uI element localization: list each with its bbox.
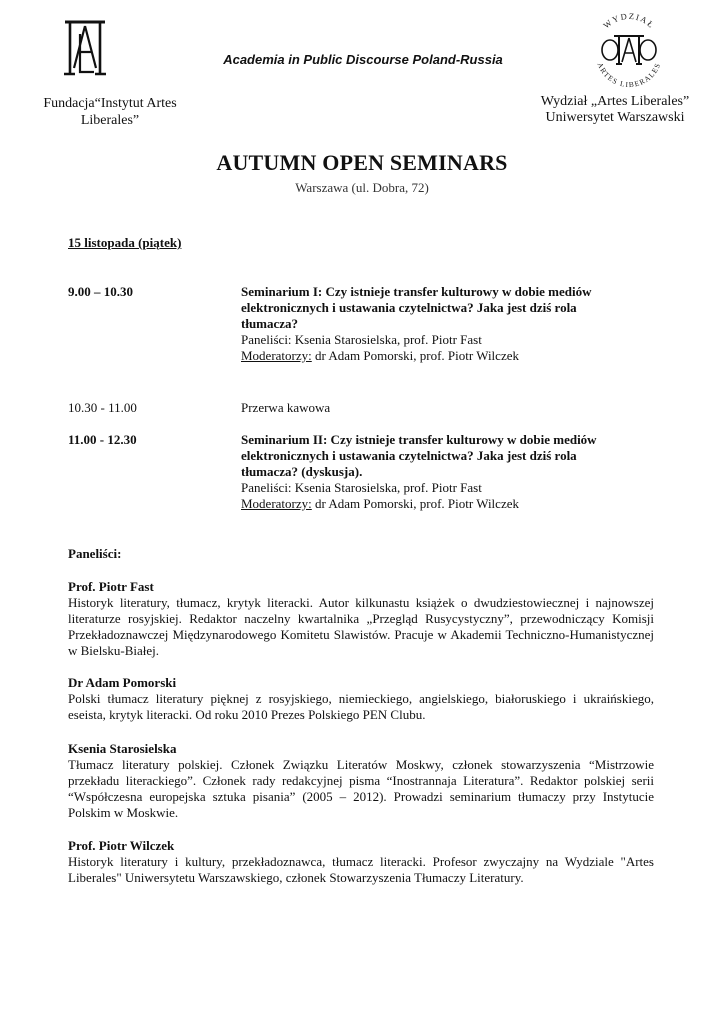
bio-text: Polski tłumacz literatury pięknej z rosyjskiego, niemieckiego, angielskiego, białoruskiego i ukraińskiego, eseista, krytyk literacki. Od roku 2010 Prezes Polskiego PEN Clubu. (68, 691, 654, 722)
session-2-title-line-1: Seminarium II: Czy istnieje transfer kulturowy w dobie mediów (241, 432, 597, 447)
session-2-time: 11.00 - 12.30 (68, 432, 137, 447)
session-1-moderators (241, 348, 651, 364)
bio-ksenia-starosielska (68, 741, 654, 821)
project-name: Academia in Public Discourse Poland-Russia (223, 52, 503, 67)
session-2-title-line-2: elektronicznych i ustawania czytelnictwa? Jaka jest dziś rola (241, 448, 577, 463)
right-org-line-1: Wydział „Artes Liberales” (540, 94, 690, 109)
break-time: 10.30 - 11.00 (68, 400, 137, 415)
location: Warszawa (ul. Dobra, 72) (295, 180, 429, 195)
left-org-line-2: Liberales” (80, 113, 140, 128)
session-1-title-line-3: tłumacza? (241, 316, 299, 331)
session-1-time: 9.00 – 10.30 (68, 284, 133, 299)
session-1-panelists: Paneliści: Ksenia Starosielska, prof. Piotr Fast (241, 332, 482, 347)
session-2-moderators-names: dr Adam Pomorski, prof. Piotr Wilczek (311, 496, 519, 511)
bio-text: Historyk literatury i kultury, przekładoznawca, tłumacz literacki. Profesor zwyczajny na Wydziale "Artes Liberales" Uniwersytetu Warszawskiego, członek Stowarzyszenia Tłumaczy Literatury. (68, 854, 654, 885)
bio-adam-pomorski (68, 675, 654, 723)
bio-text: Tłumacz literatury polskiej. Członek Związku Literatów Moskwy, członek stowarzyszenia “Mistrzowie przekładu literackiego”. Członek rady redakcyjnej pisma “Inostrannaja Literatura”. Redaktor polskiej serii “Współczesna europejska sztuka pisania” (2005 – 2012). Prowadzi seminarium tłumaczy przy Instytucie Polskim w Moskwie. (68, 757, 654, 820)
bio-piotr-fast (68, 579, 654, 659)
event-date: 15 listopada (piątek) (68, 235, 182, 250)
session-1-title-line-2: elektronicznych i ustawania czytelnictwa? Jaka jest dziś rola (241, 300, 577, 315)
page-title: AUTUMN OPEN SEMINARS (216, 150, 508, 175)
break-label: Przerwa kawowa (241, 400, 331, 415)
wydzial-artes-liberales-logo (586, 6, 672, 92)
right-org-line-2: Uniwersytet Warszawski (545, 110, 685, 125)
bio-name: Ksenia Starosielska (68, 741, 177, 756)
bio-text: Historyk literatury, tłumacz, krytyk literacki. Autor kilkunastu książek o dwudziestowiecznej i najnowszej literaturze rosyjskiej. Redaktor naczelny kwartalnika „Przegląd Rusycystyczny”, przewodniczący Komisji Przekładoznawczej Międzynarodowego Komitetu Slawistów. Pracuje w Akademii Techniczno-Humanistycznej w Bielsku-Białej. (68, 595, 654, 658)
right-organization (520, 94, 710, 126)
left-organization (20, 95, 200, 129)
session-1 (241, 284, 651, 364)
left-org-line-1: Fundacja“Instytut Artes (43, 96, 177, 111)
logo-bottom-text: ARTES LIBERALES (595, 61, 663, 90)
bio-name: Dr Adam Pomorski (68, 675, 177, 690)
bio-name: Prof. Piotr Wilczek (68, 838, 175, 853)
session-1-moderators-names: dr Adam Pomorski, prof. Piotr Wilczek (311, 348, 519, 363)
logo-top-text: WYDZIAŁ (601, 10, 658, 31)
session-2-moderators-label: Moderatorzy: (241, 496, 312, 511)
session-2-panelists: Paneliści: Ksenia Starosielska, prof. Piotr Fast (241, 480, 482, 495)
bio-name: Prof. Piotr Fast (68, 579, 154, 594)
session-2-moderators (241, 496, 651, 512)
session-1-moderators-label: Moderatorzy: (241, 348, 312, 363)
session-1-title-line-1: Seminarium I: Czy istnieje transfer kulturowy w dobie mediów (241, 284, 592, 299)
bio-piotr-wilczek (68, 838, 654, 886)
session-2-title-line-3: tłumacza? (dyskusja). (241, 464, 363, 479)
session-2 (241, 432, 651, 512)
svg-text:ARTES LIBERALES (595, 61, 662, 89)
artes-liberales-monogram-logo (62, 16, 108, 78)
panelists-heading: Paneliści: (68, 546, 122, 561)
svg-text:WYDZIAŁ (601, 11, 657, 31)
